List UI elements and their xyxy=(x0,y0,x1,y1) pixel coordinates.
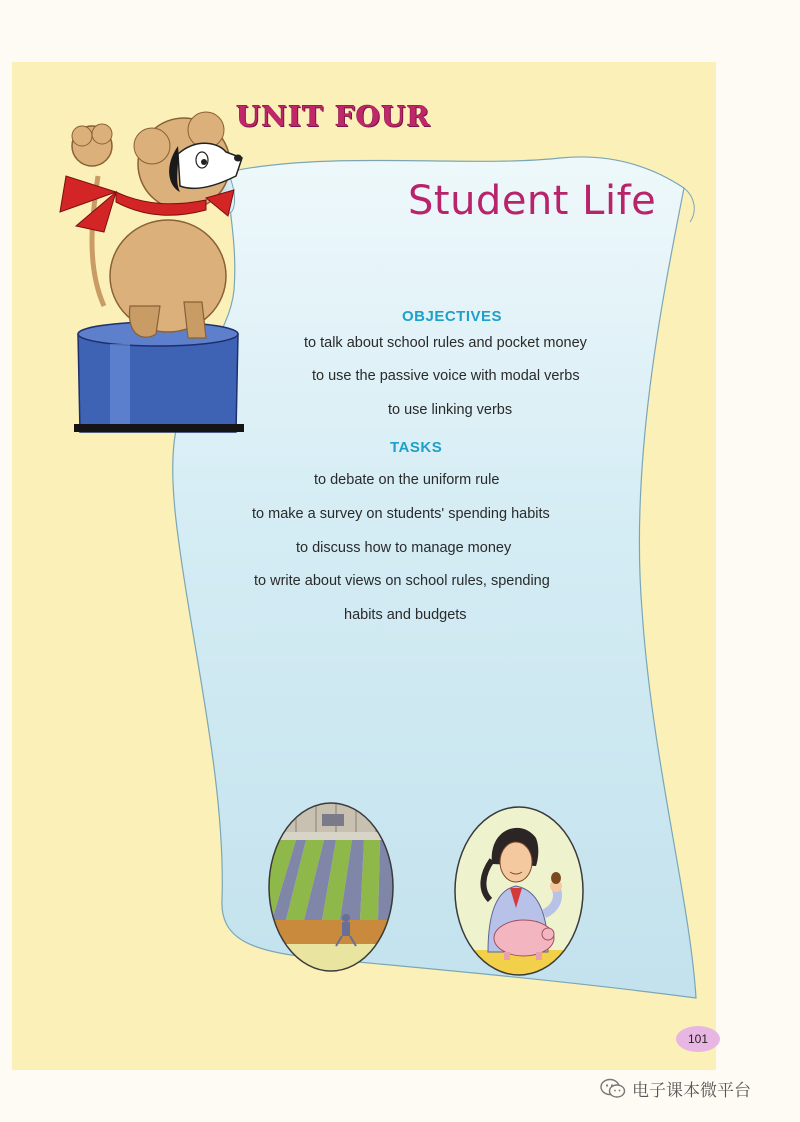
objective-item: to talk about school rules and pocket money xyxy=(304,335,587,351)
watermark-text: 电子课本微平台 xyxy=(632,1081,751,1101)
poodle-mascot-icon xyxy=(56,106,256,436)
objective-item: to use linking verbs xyxy=(388,402,513,418)
girl-piggy-bank-illustration xyxy=(452,804,586,978)
task-item: to debate on the uniform rule xyxy=(314,472,500,488)
objective-item: to use the passive voice with modal verbs xyxy=(312,368,580,384)
school-assembly-illustration xyxy=(266,800,396,974)
task-item: to make a survey on students' spending habits xyxy=(252,506,550,522)
watermark xyxy=(600,1076,751,1101)
wechat-icon xyxy=(600,1078,626,1100)
page-number: 101 xyxy=(676,1026,720,1052)
unit-label: UNIT FOUR xyxy=(236,100,431,133)
objectives-heading: OBJECTIVES xyxy=(402,308,503,325)
task-item: to write about views on school rules, spending xyxy=(254,573,550,589)
task-item: habits and budgets xyxy=(344,607,467,623)
page-title: Student Life xyxy=(408,178,657,224)
tasks-heading: TASKS xyxy=(390,439,443,456)
task-item: to discuss how to manage money xyxy=(296,540,512,556)
